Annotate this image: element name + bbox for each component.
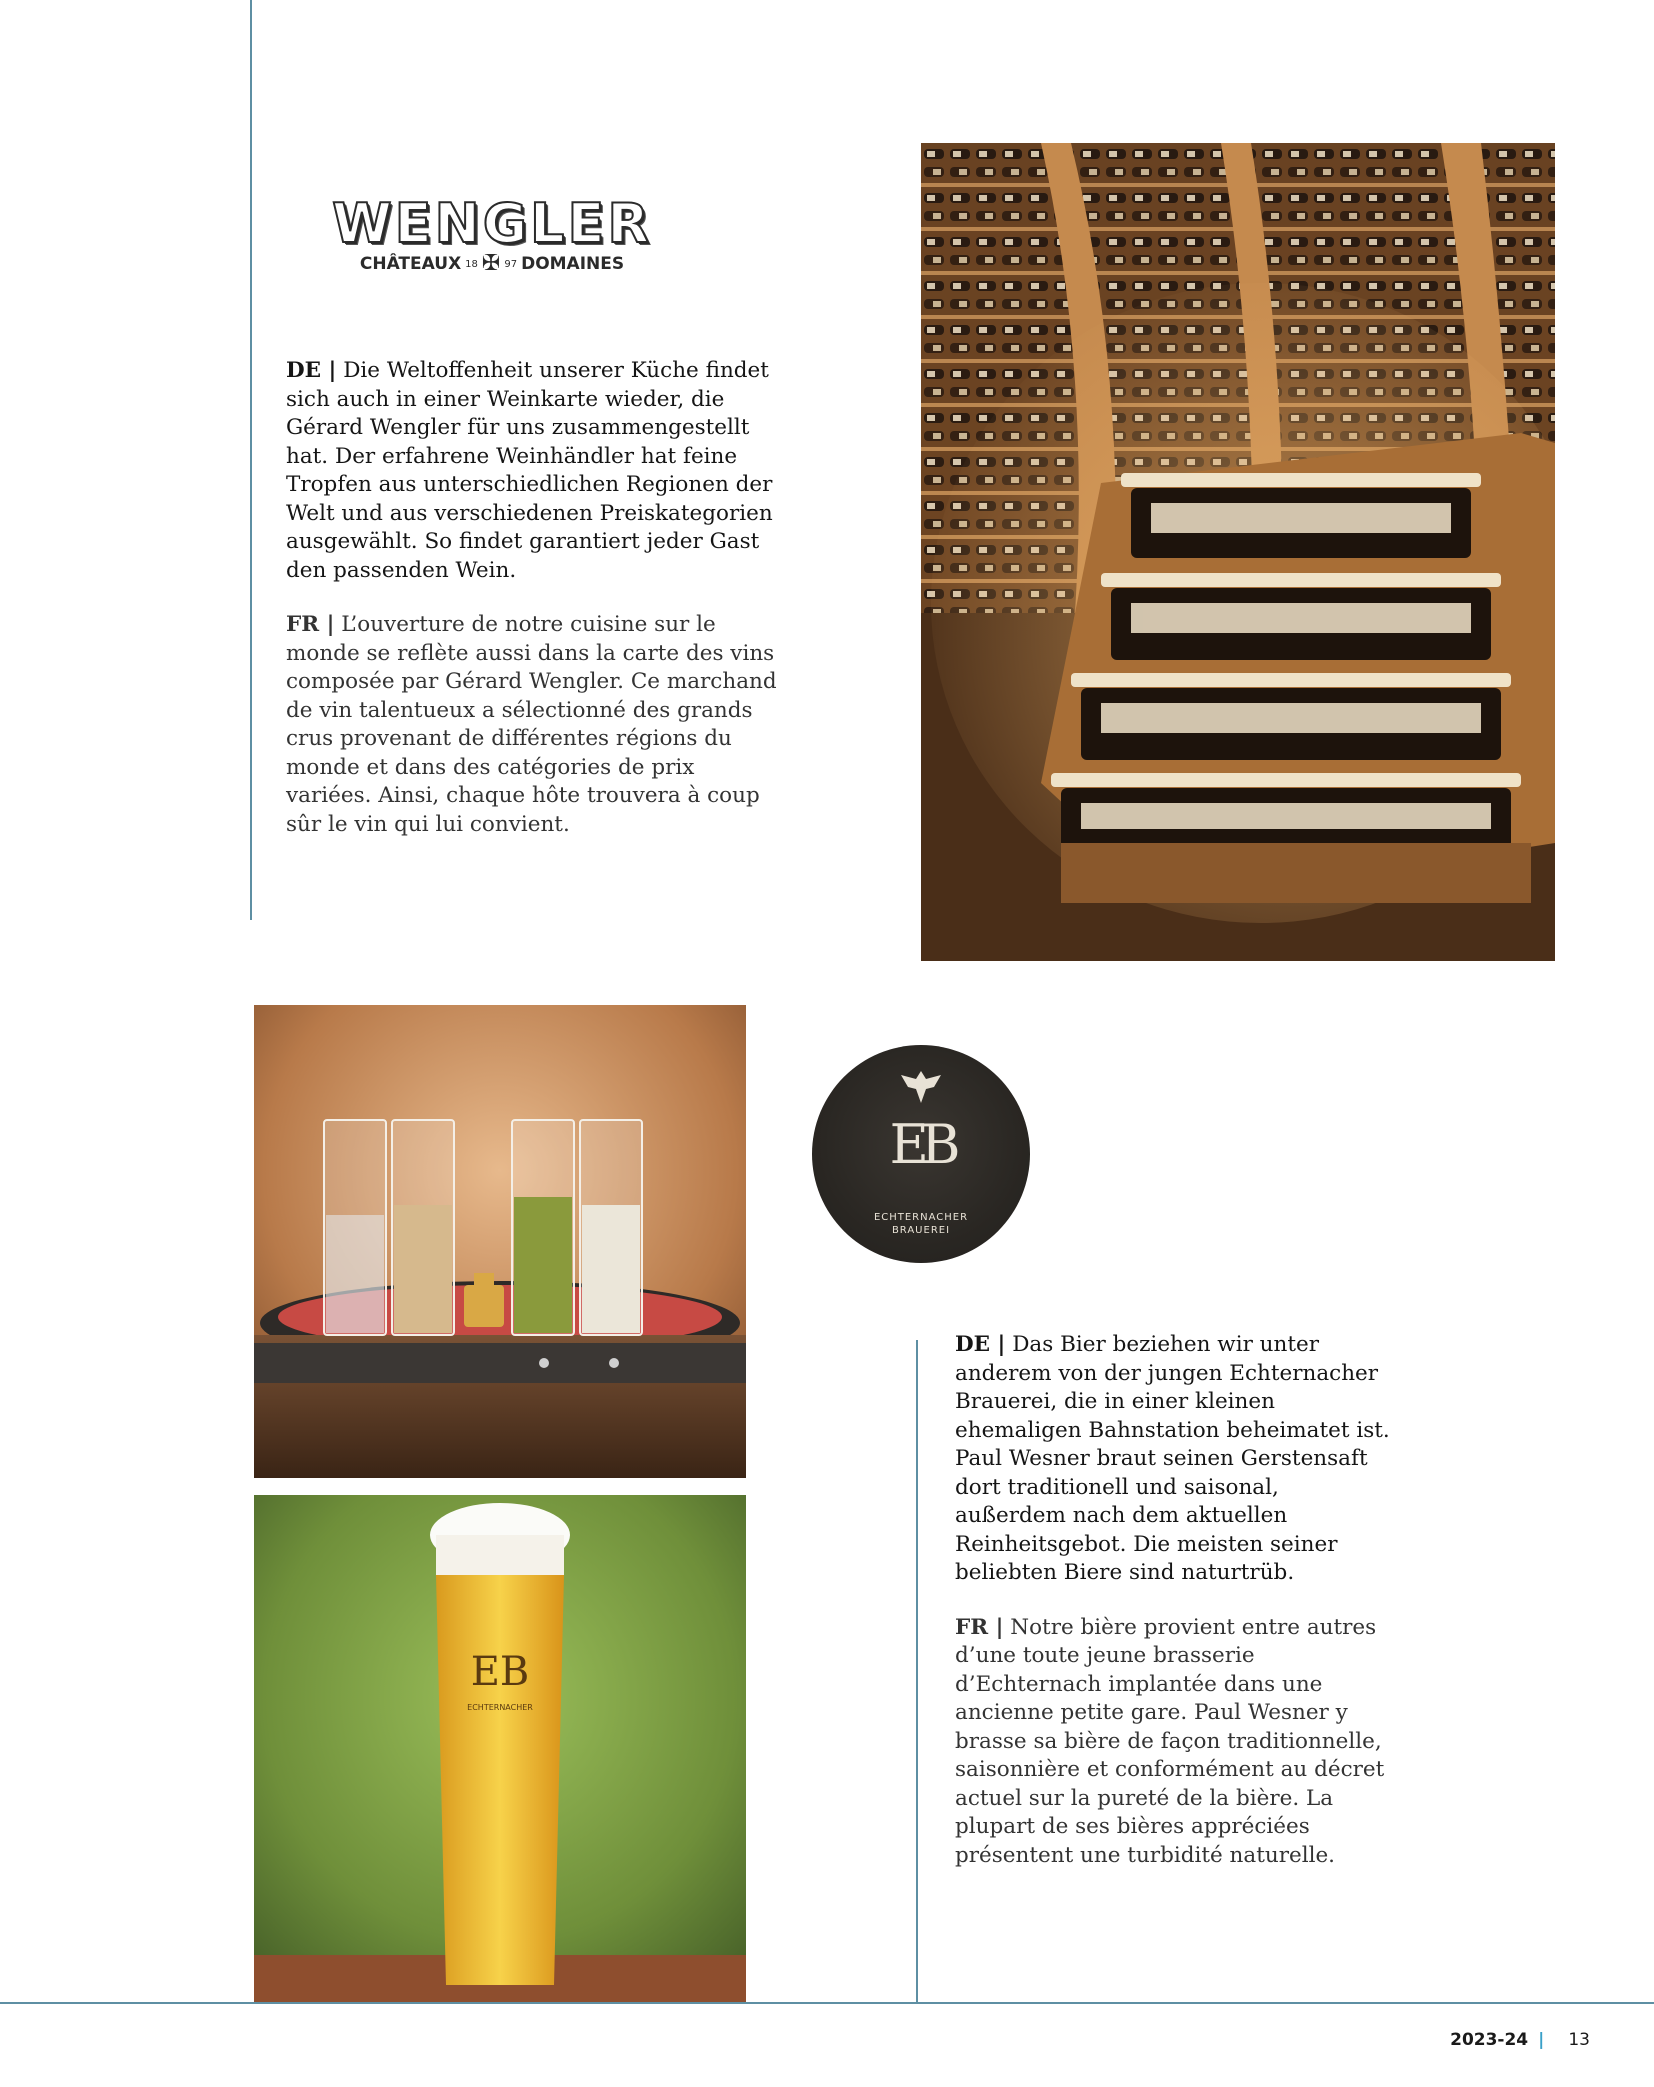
brewery-logo-line2: BRAUEREI bbox=[891, 1225, 951, 1236]
brewery-logo-line1: ECHTERNACHER bbox=[873, 1212, 969, 1223]
wine-text-de-body: Die Weltoffenheit unserer Küche findet sich auch in einer Weinkarte wieder, die Gérard Wengler für uns zusammengestellt hat. Der erfahrene Weinhändler hat feine Tropfen aus unterschiedlichen Regionen der Welt und aus verschiedenen Preiskategorien ausgewählt. So findet garantiert jeder Gast den passenden Wein. bbox=[286, 358, 773, 583]
lang-tag-de: DE | bbox=[955, 1332, 1006, 1357]
lang-tag-de: DE | bbox=[286, 358, 337, 383]
edition-label: 2023-24 bbox=[1450, 2030, 1529, 2050]
wengler-logo-right-word: DOMAINES bbox=[521, 254, 625, 274]
wine-text-de bbox=[286, 357, 786, 585]
eagle-icon bbox=[896, 1067, 946, 1111]
beer-glass-photo bbox=[254, 1495, 746, 2002]
beer-text-fr bbox=[955, 1614, 1395, 1871]
footer-separator: | bbox=[1538, 2030, 1545, 2050]
beer-text bbox=[955, 1331, 1395, 1896]
wine-text-fr-body: L’ouverture de notre cuisine sur le monde se reflète aussi dans la carte des vins composée par Gérard Wengler. Ce marchand de vin talentueux a sélectionné des grands crus provenant de différentes régions du monde et dans des catégories de prix variées. Ainsi, chaque hôte trouvera à coup sûr le vin qui lui convient. bbox=[286, 612, 777, 837]
lang-tag-fr: FR | bbox=[286, 612, 335, 637]
wengler-logo bbox=[330, 192, 654, 276]
page-number: 13 bbox=[1568, 2030, 1590, 2050]
cross-icon: ✠ bbox=[481, 251, 501, 276]
wine-text-fr bbox=[286, 611, 786, 839]
wine-shop-photo bbox=[921, 143, 1555, 961]
right-rule bbox=[916, 1340, 918, 2003]
wengler-logo-year-a: 18 bbox=[465, 258, 478, 270]
bottom-rule bbox=[0, 2002, 1654, 2004]
echternacher-brauerei-logo bbox=[812, 1045, 1030, 1263]
wengler-logo-name: WENGLER bbox=[332, 192, 652, 255]
brewery-logo-caption bbox=[812, 1211, 1030, 1237]
left-rule bbox=[250, 0, 252, 920]
eb-monogram: EB bbox=[889, 1113, 953, 1176]
beer-text-de-body: Das Bier beziehen wir unter anderem von der jungen Echternacher Brauerei, die in einer kleinen ehemaligen Bahnstation beheimatet ist. Paul Wesner braut seinen Gerstensaft dort traditionell und saisonal, außerdem nach dem aktuellen Reinheitsgebot. Die meisten seiner beliebten Biere sind naturtrüb. bbox=[955, 1332, 1390, 1585]
svg-text:EB: EB bbox=[470, 1649, 530, 1695]
wengler-logo-left-word: CHÂTEAUX bbox=[359, 254, 462, 274]
wengler-logo-year-b: 97 bbox=[504, 258, 518, 270]
page-footer bbox=[1450, 2030, 1590, 2050]
lang-tag-fr: FR | bbox=[955, 1614, 1004, 1640]
wengler-logo-subline bbox=[330, 251, 654, 276]
beer-text-de bbox=[955, 1331, 1395, 1588]
beer-ingredients-photo bbox=[254, 1005, 746, 1478]
beer-text-fr-body: Notre bière provient entre autres d’une toute jeune brasserie d’Echternach implantée dans une ancienne petite gare. Paul Wesner y brasse sa bière de façon traditionnelle, saisonnière et conformément au décret actuel sur la pureté de la bière. La plupart de ses bières appréciées présentent une turbidité naturelle. bbox=[955, 1614, 1385, 1868]
wine-text bbox=[286, 357, 786, 865]
svg-text:ECHTERNACHER: ECHTERNACHER bbox=[467, 1703, 533, 1712]
